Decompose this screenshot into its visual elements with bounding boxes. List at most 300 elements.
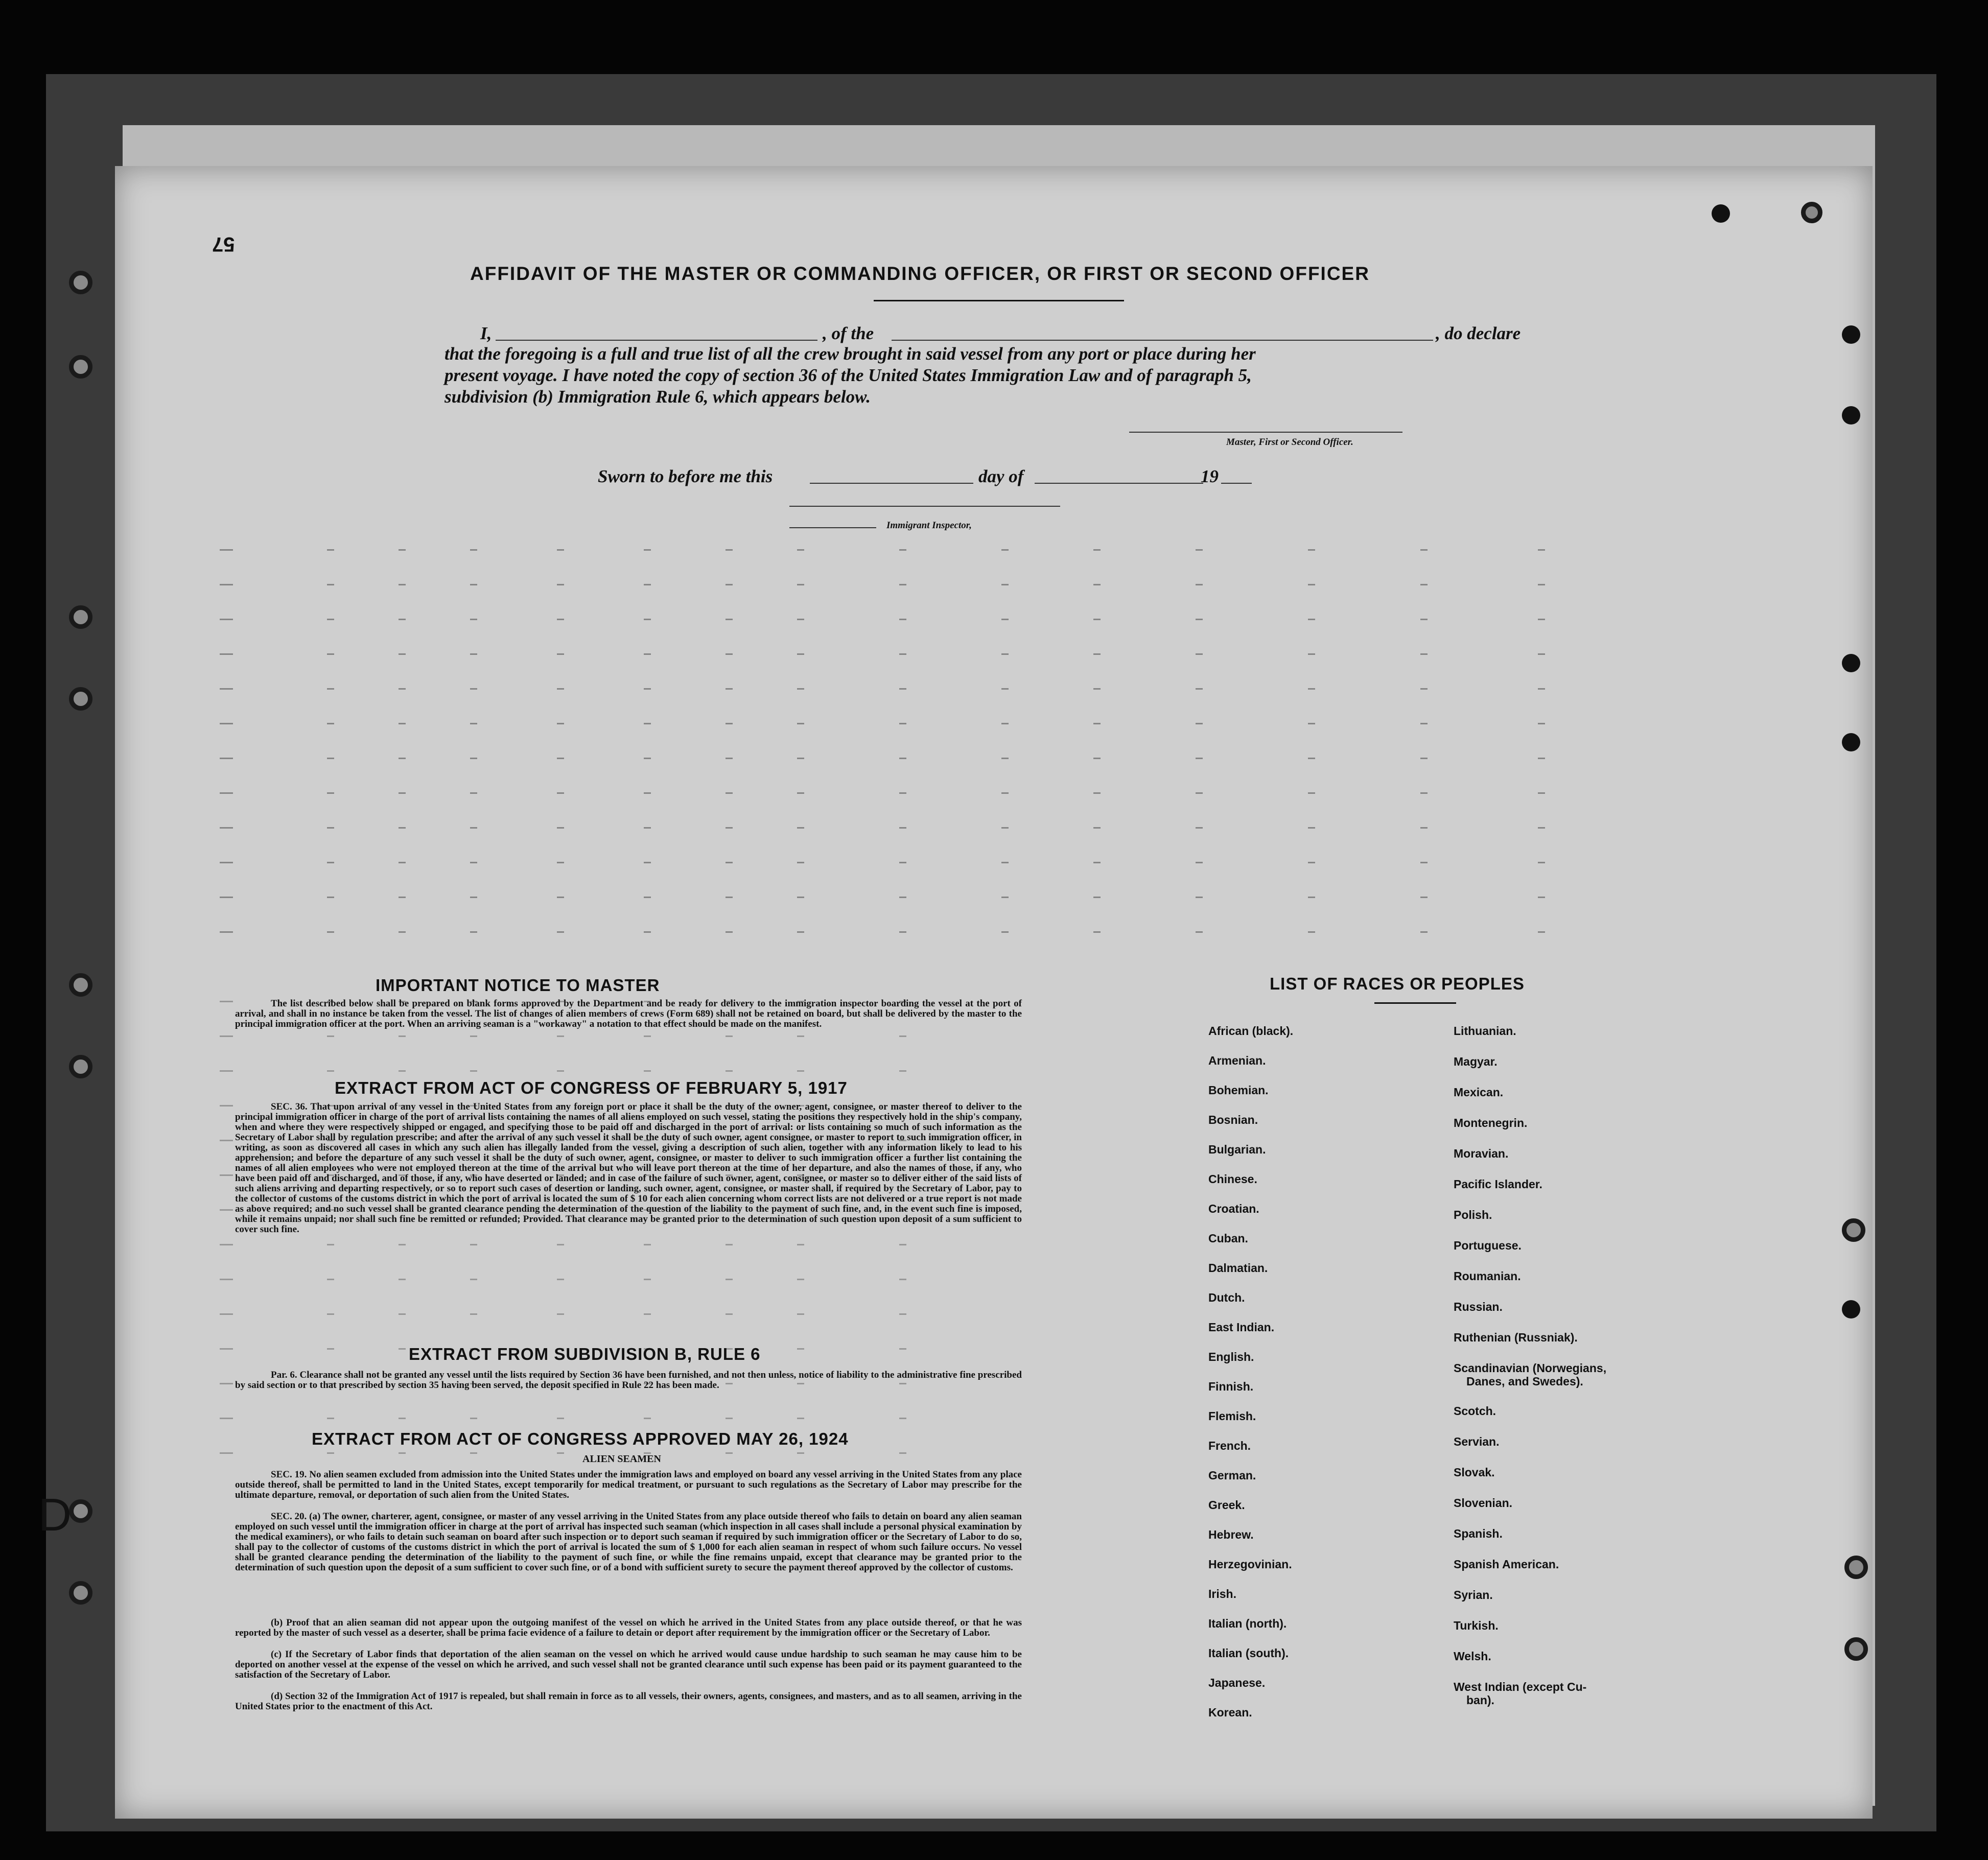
extract-1924-p1: SEC. 19. No alien seamen excluded from admission into the United States under the immigration laws and employed on board any vessel arriving in the United States from any place outside thereof, shall be permitted to land in the United States, except temporarily for medical treatment, or pursuant to such regulations as the Secretary of Labor may prescribe for the ultimate departure, removal, or deportation of such alien from the United States. bbox=[235, 1469, 1022, 1500]
faint-dash bbox=[899, 653, 906, 655]
faint-dash bbox=[726, 897, 733, 898]
race-item: Armenian. bbox=[1208, 1054, 1266, 1067]
race-item: Slovak. bbox=[1454, 1466, 1495, 1479]
faint-dash bbox=[1420, 827, 1428, 829]
race-item: Hebrew. bbox=[1208, 1528, 1254, 1541]
document-page bbox=[38, 166, 1873, 1819]
faint-dash bbox=[220, 1313, 233, 1315]
faint-dash bbox=[1001, 619, 1009, 620]
faint-dash bbox=[1001, 549, 1009, 551]
faint-dash bbox=[399, 897, 406, 898]
faint-dash bbox=[557, 653, 564, 655]
faint-dash bbox=[470, 1070, 477, 1072]
binder-hole bbox=[1842, 654, 1860, 672]
faint-dash bbox=[644, 1070, 651, 1072]
extract-1924-p4: (c) If the Secretary of Labor finds that deportation of the alien seaman on the vessel on which he arrived would cause undue hardship to such seaman he may cause him to be deported on another vessel at the expense of the vessel on which he arrived, and such vessel shall not be granted clearance until such expense has been paid or its payment guaranteed to the satisfaction of the Secretary of Labor. bbox=[235, 1649, 1022, 1680]
race-item: Spanish American. bbox=[1454, 1558, 1559, 1571]
faint-dash bbox=[327, 549, 334, 551]
faint-dash bbox=[220, 862, 233, 863]
faint-dash bbox=[1196, 862, 1203, 863]
faint-dash bbox=[797, 688, 804, 690]
notice-text: The list described below shall be prepared on blank forms approved by the Department and be ready for delivery to the immigration inspector boarding the vessel at the port of arrival, and shall in no instance be taken from the vessel. The list of changes of alien members of crews (Form 689) shall not be retained on board, but shall be delivered by the master to the principal immigration officer at the port. When an arriving seaman is a "workaway" a notation to that effect should be made on the manifest. bbox=[235, 998, 1022, 1029]
faint-dash bbox=[1308, 619, 1315, 620]
faint-dash bbox=[1196, 549, 1203, 551]
faint-dash bbox=[1093, 688, 1101, 690]
faint-dash bbox=[899, 862, 906, 863]
faint-dash bbox=[220, 1105, 233, 1106]
faint-dash bbox=[470, 827, 477, 829]
race-item: Bulgarian. bbox=[1208, 1143, 1266, 1156]
extract-1924-p5: (d) Section 32 of the Immigration Act of 1917 is repealed, but shall remain in force as to all vessels, their owners, agents, consignees, and masters, and as to all seamen, arriving in the United States prior to the enactment of this Act. bbox=[235, 1691, 1022, 1712]
faint-dash bbox=[220, 897, 233, 898]
faint-dash bbox=[220, 549, 233, 551]
faint-dash bbox=[797, 1070, 804, 1072]
faint-dash bbox=[557, 619, 564, 620]
faint-dash bbox=[399, 1070, 406, 1072]
faint-dash bbox=[327, 723, 334, 724]
faint-dash bbox=[1308, 584, 1315, 585]
month-blank bbox=[1035, 483, 1203, 484]
faint-dash bbox=[220, 1452, 233, 1454]
faint-dash bbox=[1420, 619, 1428, 620]
race-item: Montenegrin. bbox=[1454, 1116, 1528, 1129]
faint-dash bbox=[1001, 688, 1009, 690]
faint-dash bbox=[220, 723, 233, 724]
race-item: Dalmatian. bbox=[1208, 1261, 1268, 1275]
race-item: Italian (north). bbox=[1208, 1617, 1287, 1630]
faint-dash bbox=[797, 1244, 804, 1245]
faint-dash bbox=[899, 723, 906, 724]
faint-dash bbox=[1538, 897, 1545, 898]
race-item: Turkish. bbox=[1454, 1619, 1499, 1632]
faint-dash bbox=[726, 619, 733, 620]
faint-dash bbox=[1538, 619, 1545, 620]
binder-hole bbox=[1842, 325, 1860, 344]
faint-dash bbox=[470, 758, 477, 759]
faint-dash bbox=[726, 1070, 733, 1072]
binder-hole bbox=[69, 1581, 92, 1605]
inspector-signature-line bbox=[789, 506, 1060, 507]
faint-dash bbox=[1196, 792, 1203, 794]
race-item: Servian. bbox=[1454, 1435, 1500, 1448]
faint-dash bbox=[470, 792, 477, 794]
faint-dash bbox=[1420, 862, 1428, 863]
faint-dash bbox=[797, 931, 804, 933]
faint-dash bbox=[1093, 862, 1101, 863]
faint-dash bbox=[1420, 897, 1428, 898]
faint-dash bbox=[1001, 931, 1009, 933]
race-item: Spanish. bbox=[1454, 1527, 1503, 1540]
faint-dash bbox=[1308, 688, 1315, 690]
faint-dash bbox=[1538, 584, 1545, 585]
faint-dash bbox=[220, 1244, 233, 1245]
race-item: Mexican. bbox=[1454, 1086, 1504, 1099]
race-item: Ruthenian (Russniak). bbox=[1454, 1331, 1578, 1344]
rule-6-text: Par. 6. Clearance shall not be granted any vessel until the lists required by Section 36 have been furnished, and not then unless, notice of liability to the administrative fine prescribed by said section or to that prescribed by section 35 having been served, the deposit specified in Rule 22 has been made. bbox=[235, 1370, 1022, 1391]
faint-dash bbox=[1420, 653, 1428, 655]
binder-hole bbox=[1842, 1218, 1865, 1242]
faint-dash bbox=[726, 758, 733, 759]
race-item: Flemish. bbox=[1208, 1409, 1256, 1423]
affidavit-i-label: I, bbox=[480, 323, 492, 343]
faint-dash bbox=[899, 1452, 906, 1454]
faint-dash bbox=[399, 688, 406, 690]
faint-dash bbox=[1308, 827, 1315, 829]
extract-1924-p2: SEC. 20. (a) The owner, charterer, agent, consignee, or master of any vessel arriving in the United States from any place outside thereof who fails to detain on board any alien seaman employed on such vessel until the immigration officer in charge at the port of arrival has inspected such seaman (which inspection in all cases shall include a personal physical examination by the medical examiners), or who fails to detain such seaman on board after such inspection or to deport such seaman if required by such immigration officer or the Secretary of Labor to do so, shall pay to the collector of customs of the customs district in which the port of arrival is located the sum of $ 1,000 for each alien seaman in respect of whom such failure occurs. No vessel shall be granted clearance pending the determination of the liability to the payment of such fine, or while the fine remains unpaid, except that clearance may be granted prior to the determination of such question upon the deposit of a sum sufficient to cover such fine, or of a bond with sufficient surety to secure the payment thereof approved by the collector of customs. bbox=[235, 1511, 1022, 1573]
faint-dash bbox=[1001, 862, 1009, 863]
race-item: Welsh. bbox=[1454, 1650, 1491, 1663]
race-item: Irish. bbox=[1208, 1587, 1236, 1600]
faint-dash bbox=[899, 688, 906, 690]
faint-dash bbox=[327, 862, 334, 863]
binder-hole bbox=[69, 355, 92, 379]
faint-dash bbox=[797, 792, 804, 794]
master-signature-label: Master, First or Second Officer. bbox=[1226, 437, 1353, 448]
faint-dash bbox=[1538, 549, 1545, 551]
faint-dash bbox=[797, 723, 804, 724]
race-item: Syrian. bbox=[1454, 1588, 1493, 1602]
faint-dash bbox=[327, 1313, 334, 1315]
faint-dash bbox=[220, 758, 233, 759]
faint-dash bbox=[1196, 619, 1203, 620]
faint-dash bbox=[470, 619, 477, 620]
faint-dash bbox=[1093, 653, 1101, 655]
faint-dash bbox=[399, 653, 406, 655]
race-item: French. bbox=[1208, 1439, 1251, 1452]
faint-dash bbox=[220, 1070, 233, 1072]
faint-dash bbox=[899, 1279, 906, 1280]
faint-dash bbox=[327, 619, 334, 620]
race-item: Finnish. bbox=[1208, 1380, 1254, 1393]
faint-dash bbox=[220, 619, 233, 620]
faint-dash bbox=[1308, 931, 1315, 933]
faint-dash bbox=[1001, 584, 1009, 585]
race-item: German. bbox=[1208, 1469, 1256, 1482]
faint-dash bbox=[797, 1313, 804, 1315]
faint-dash bbox=[899, 1348, 906, 1350]
faint-dash bbox=[1093, 931, 1101, 933]
faint-dash bbox=[1093, 758, 1101, 759]
extract-1917-title: EXTRACT FROM ACT OF CONGRESS OF FEBRUARY 5, 1917 bbox=[335, 1078, 848, 1097]
race-item: Moravian. bbox=[1454, 1147, 1509, 1160]
faint-dash bbox=[1420, 584, 1428, 585]
faint-dash bbox=[220, 1140, 233, 1141]
faint-dash bbox=[644, 653, 651, 655]
affidavit-line2: that the foregoing is a full and true list of all the crew brought in said vessel from any port or place during her bbox=[445, 344, 1256, 364]
race-item: Korean. bbox=[1208, 1706, 1252, 1719]
faint-dash bbox=[1093, 549, 1101, 551]
faint-dash bbox=[726, 827, 733, 829]
faint-dash bbox=[726, 549, 733, 551]
faint-dash bbox=[557, 1279, 564, 1280]
faint-dash bbox=[1093, 897, 1101, 898]
notice-title: IMPORTANT NOTICE TO MASTER bbox=[376, 976, 660, 995]
faint-dash bbox=[797, 1035, 804, 1037]
faint-dash bbox=[399, 1244, 406, 1245]
faint-dash bbox=[644, 862, 651, 863]
faint-dash bbox=[899, 584, 906, 585]
faint-dash bbox=[726, 688, 733, 690]
faint-dash bbox=[797, 1452, 804, 1454]
faint-dash bbox=[644, 792, 651, 794]
faint-dash bbox=[557, 758, 564, 759]
binder-hole bbox=[1801, 202, 1822, 223]
faint-dash bbox=[470, 1279, 477, 1280]
affidavit-do-declare: , do declare bbox=[1436, 323, 1521, 343]
faint-dash bbox=[557, 792, 564, 794]
race-item: Slovenian. bbox=[1454, 1496, 1513, 1510]
faint-dash bbox=[726, 862, 733, 863]
faint-dash bbox=[327, 584, 334, 585]
binder-hole bbox=[1844, 1556, 1868, 1579]
binder-hole bbox=[69, 687, 92, 711]
day-of-label: day of bbox=[978, 466, 1024, 486]
faint-dash bbox=[1308, 758, 1315, 759]
faint-dash bbox=[220, 1279, 233, 1280]
binder-hole bbox=[69, 605, 92, 629]
faint-dash bbox=[1308, 549, 1315, 551]
binder-hole bbox=[1844, 1637, 1868, 1661]
faint-dash bbox=[220, 584, 233, 585]
faint-dash bbox=[1196, 758, 1203, 759]
faint-dash bbox=[726, 1035, 733, 1037]
faint-dash bbox=[1420, 688, 1428, 690]
faint-dash bbox=[470, 931, 477, 933]
faint-dash bbox=[327, 1279, 334, 1280]
faint-dash bbox=[644, 1418, 651, 1419]
faint-dash bbox=[899, 931, 906, 933]
races-title-rule bbox=[1374, 1002, 1456, 1004]
faint-dash bbox=[797, 619, 804, 620]
faint-dash bbox=[399, 1452, 406, 1454]
extract-1924-p3: (b) Proof that an alien seaman did not appear upon the outgoing manifest of the vessel on which he arrived in the United States from any place outside thereof, or that he was reported by the master of such vessel as a deserter, shall be prima facie evidence of a failure to detain or deport after requirement by the immigration officer or the Secretary of Labor. bbox=[235, 1617, 1022, 1638]
faint-dash bbox=[644, 758, 651, 759]
affidavit-line4: subdivision (b) Immigration Rule 6, which appears below. bbox=[445, 387, 871, 407]
faint-dash bbox=[557, 688, 564, 690]
faint-dash bbox=[220, 827, 233, 829]
faint-dash bbox=[726, 792, 733, 794]
faint-dash bbox=[1538, 723, 1545, 724]
faint-dash bbox=[726, 584, 733, 585]
faint-dash bbox=[797, 1418, 804, 1419]
faint-dash bbox=[1001, 897, 1009, 898]
handwritten-mark: D bbox=[38, 1490, 72, 1541]
faint-dash bbox=[470, 1244, 477, 1245]
faint-dash bbox=[899, 1313, 906, 1315]
faint-dash bbox=[399, 619, 406, 620]
faint-dash bbox=[797, 897, 804, 898]
binder-hole bbox=[69, 1499, 92, 1523]
race-item: Roumanian. bbox=[1454, 1269, 1521, 1283]
faint-dash bbox=[399, 549, 406, 551]
binder-hole bbox=[1712, 204, 1730, 223]
faint-dash bbox=[327, 1035, 334, 1037]
binder-hole bbox=[1842, 1300, 1860, 1319]
alien-seamen-subtitle: ALIEN SEAMEN bbox=[582, 1453, 661, 1465]
binder-hole bbox=[69, 271, 92, 294]
faint-dash bbox=[327, 931, 334, 933]
vessel-blank bbox=[892, 340, 1433, 341]
faint-dash bbox=[1001, 653, 1009, 655]
faint-dash bbox=[644, 549, 651, 551]
faint-dash bbox=[399, 723, 406, 724]
faint-dash bbox=[399, 862, 406, 863]
faint-dash bbox=[899, 897, 906, 898]
inspector-label: Immigrant Inspector, bbox=[886, 520, 972, 531]
race-item: Chinese. bbox=[1208, 1172, 1257, 1186]
faint-dash bbox=[220, 1001, 233, 1002]
faint-dash bbox=[557, 827, 564, 829]
faint-dash bbox=[1308, 897, 1315, 898]
faint-dash bbox=[1538, 792, 1545, 794]
faint-dash bbox=[557, 1035, 564, 1037]
faint-dash bbox=[399, 758, 406, 759]
binder-hole bbox=[69, 973, 92, 997]
race-item: ban). bbox=[1466, 1693, 1494, 1707]
race-item: Russian. bbox=[1454, 1300, 1503, 1313]
faint-dash bbox=[220, 792, 233, 794]
extract-1924-title: EXTRACT FROM ACT OF CONGRESS APPROVED MAY 26, 1924 bbox=[312, 1429, 849, 1448]
faint-dash bbox=[470, 723, 477, 724]
race-item: Portuguese. bbox=[1454, 1239, 1522, 1252]
faint-dash bbox=[1001, 723, 1009, 724]
faint-dash bbox=[327, 897, 334, 898]
faint-dash bbox=[220, 688, 233, 690]
faint-dash bbox=[470, 897, 477, 898]
race-item: Herzegovinian. bbox=[1208, 1558, 1292, 1571]
faint-dash bbox=[726, 723, 733, 724]
faint-dash bbox=[220, 653, 233, 655]
affidavit-title: AFFIDAVIT OF THE MASTER OR COMMANDING OFFICER, OR FIRST OR SECOND OFFICER bbox=[470, 263, 1370, 284]
race-item: English. bbox=[1208, 1350, 1254, 1363]
faint-dash bbox=[726, 1418, 733, 1419]
race-item: Scotch. bbox=[1454, 1404, 1496, 1418]
faint-dash bbox=[1538, 688, 1545, 690]
faint-dash bbox=[557, 1313, 564, 1315]
faint-dash bbox=[1196, 653, 1203, 655]
signature-line bbox=[1129, 432, 1402, 433]
faint-dash bbox=[797, 1348, 804, 1350]
faint-dash bbox=[327, 653, 334, 655]
faint-dash bbox=[899, 792, 906, 794]
faint-dash bbox=[1538, 758, 1545, 759]
faint-dash bbox=[726, 1279, 733, 1280]
faint-dash bbox=[1538, 827, 1545, 829]
race-item: West Indian (except Cu- bbox=[1454, 1680, 1587, 1693]
faint-dash bbox=[220, 1035, 233, 1037]
faint-dash bbox=[1308, 792, 1315, 794]
faint-dash bbox=[557, 1452, 564, 1454]
faint-dash bbox=[557, 1244, 564, 1245]
faint-dash bbox=[644, 897, 651, 898]
race-item: Cuban. bbox=[1208, 1232, 1248, 1245]
faint-dash bbox=[797, 827, 804, 829]
faint-dash bbox=[644, 1279, 651, 1280]
faint-dash bbox=[899, 1035, 906, 1037]
faint-dash bbox=[1420, 931, 1428, 933]
binder-hole bbox=[1842, 733, 1860, 751]
name-blank bbox=[496, 340, 817, 341]
faint-dash bbox=[557, 723, 564, 724]
race-item: Pacific Islander. bbox=[1454, 1178, 1542, 1191]
faint-dash bbox=[557, 931, 564, 933]
sworn-label: Sworn to before me this bbox=[598, 466, 773, 486]
faint-dash bbox=[399, 1279, 406, 1280]
faint-dash bbox=[1093, 619, 1101, 620]
faint-dash bbox=[327, 1348, 334, 1350]
binder-hole bbox=[69, 1055, 92, 1078]
faint-dash bbox=[557, 1418, 564, 1419]
affidavit-line3: present voyage. I have noted the copy of section 36 of the United States Immigration Law and of paragraph 5, bbox=[445, 365, 1252, 385]
race-item: Greek. bbox=[1208, 1498, 1245, 1512]
faint-dash bbox=[327, 1418, 334, 1419]
races-title: LIST OF RACES OR PEOPLES bbox=[1270, 974, 1525, 993]
rule-6-title: EXTRACT FROM SUBDIVISION B, RULE 6 bbox=[409, 1345, 761, 1363]
faint-dash bbox=[1420, 792, 1428, 794]
race-item: Danes, and Swedes). bbox=[1466, 1375, 1583, 1388]
race-item: Bosnian. bbox=[1208, 1113, 1258, 1126]
faint-dash bbox=[899, 1070, 906, 1072]
faint-dash bbox=[1093, 584, 1101, 585]
faint-dash bbox=[1093, 792, 1101, 794]
faint-dash bbox=[470, 1418, 477, 1419]
faint-dash bbox=[327, 688, 334, 690]
faint-dash bbox=[470, 862, 477, 863]
faint-dash bbox=[399, 1418, 406, 1419]
faint-dash bbox=[1093, 827, 1101, 829]
faint-dash bbox=[1308, 723, 1315, 724]
faint-dash bbox=[899, 619, 906, 620]
faint-dash bbox=[327, 1452, 334, 1454]
race-item: Polish. bbox=[1454, 1208, 1492, 1221]
race-item: Magyar. bbox=[1454, 1055, 1498, 1068]
title-rule bbox=[874, 300, 1124, 301]
faint-dash bbox=[644, 584, 651, 585]
faint-dash bbox=[644, 723, 651, 724]
faint-dash bbox=[399, 827, 406, 829]
race-item: African (black). bbox=[1208, 1024, 1294, 1038]
faint-dash bbox=[557, 549, 564, 551]
faint-dash bbox=[399, 792, 406, 794]
faint-dash bbox=[797, 758, 804, 759]
faint-dash bbox=[557, 897, 564, 898]
faint-dash bbox=[1308, 862, 1315, 863]
faint-dash bbox=[1420, 758, 1428, 759]
faint-dash bbox=[1420, 723, 1428, 724]
faint-dash bbox=[220, 931, 233, 933]
faint-dash bbox=[399, 584, 406, 585]
year-blank bbox=[1221, 483, 1252, 484]
faint-dash bbox=[726, 653, 733, 655]
faint-dash bbox=[726, 1244, 733, 1245]
faint-dash bbox=[1196, 584, 1203, 585]
year-label: 19 bbox=[1201, 466, 1219, 486]
faint-dash bbox=[899, 1244, 906, 1245]
faint-dash bbox=[644, 827, 651, 829]
faint-dash bbox=[797, 584, 804, 585]
faint-dash bbox=[399, 1348, 406, 1350]
faint-dash bbox=[644, 688, 651, 690]
corner-mark: 57 bbox=[212, 233, 235, 255]
faint-dash bbox=[470, 1035, 477, 1037]
faint-dash bbox=[1093, 723, 1101, 724]
faint-dash bbox=[726, 1452, 733, 1454]
faint-dash bbox=[557, 1070, 564, 1072]
faint-dash bbox=[644, 1313, 651, 1315]
race-item: Scandinavian (Norwegians, bbox=[1454, 1361, 1607, 1375]
faint-dash bbox=[899, 758, 906, 759]
race-item: East Indian. bbox=[1208, 1321, 1275, 1334]
